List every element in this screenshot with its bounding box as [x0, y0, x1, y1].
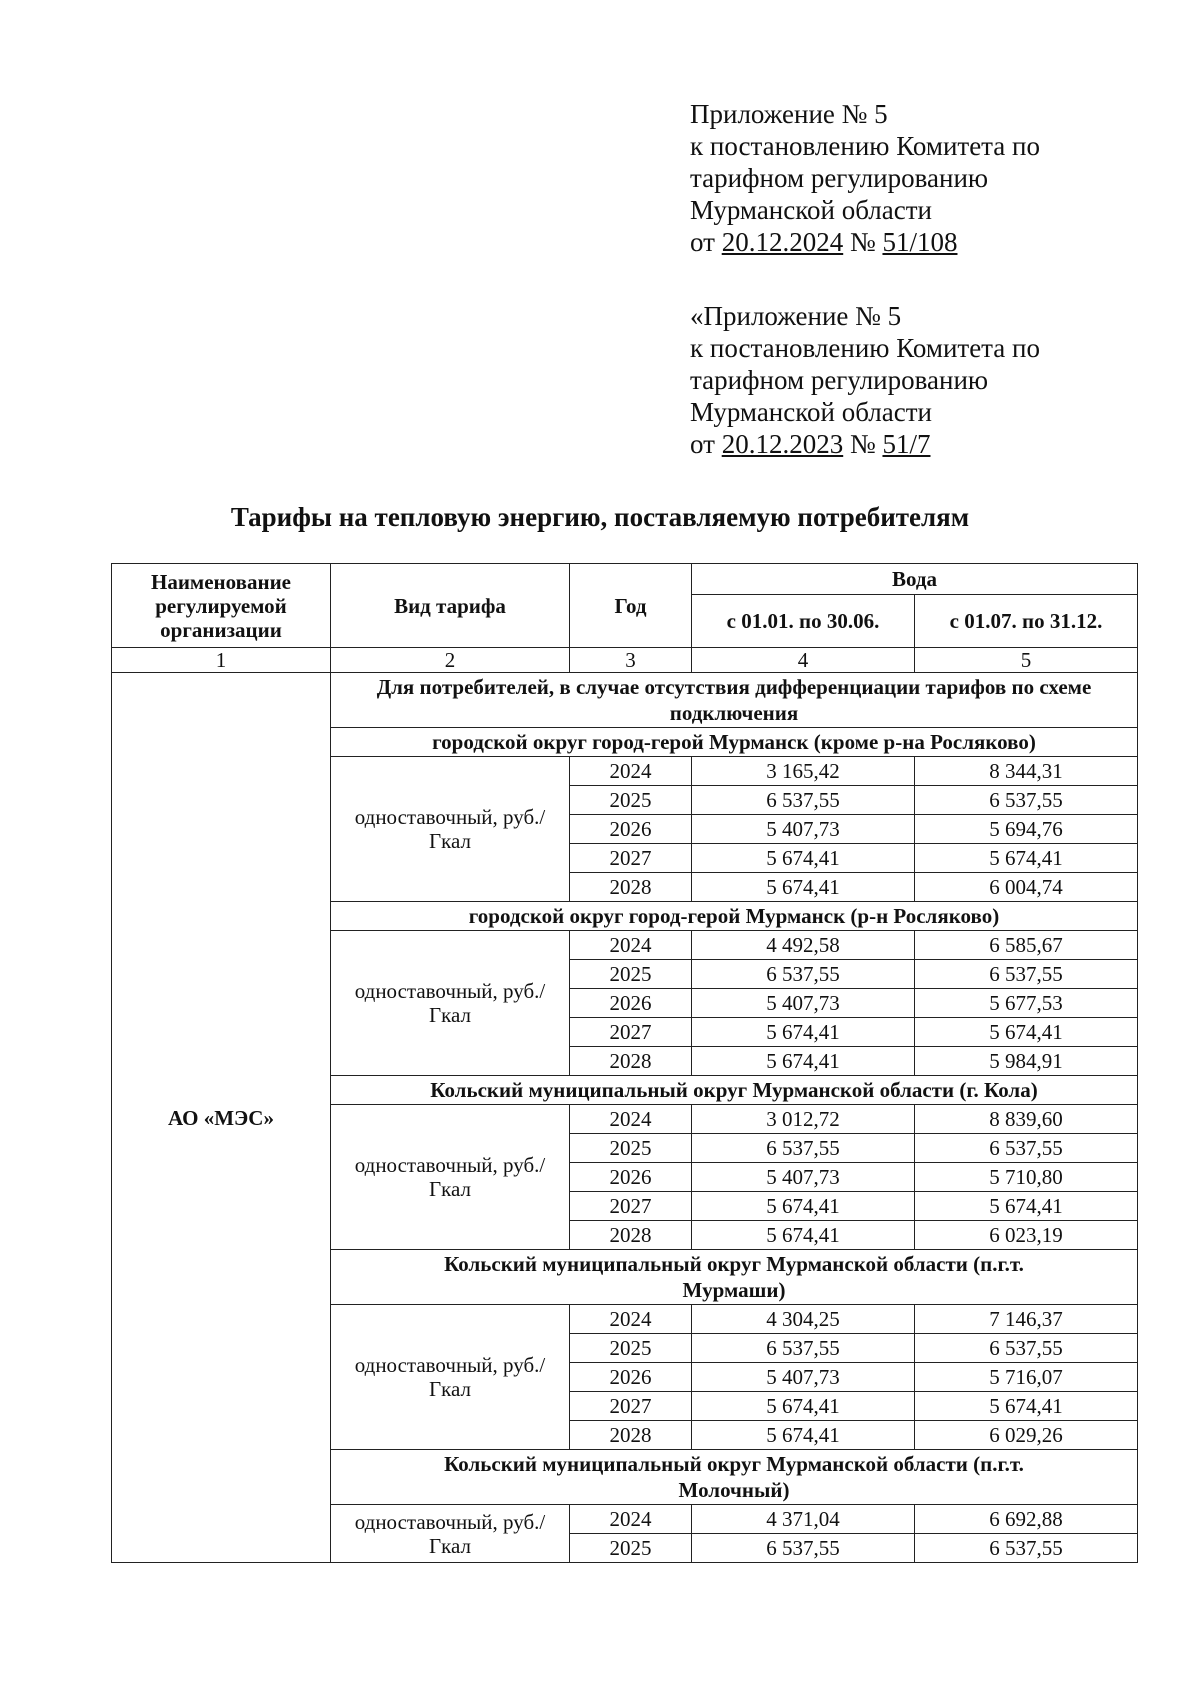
tariff-period-1: 5 674,41 — [692, 1421, 915, 1450]
tariff-period-1: 6 537,55 — [692, 1134, 915, 1163]
year-cell: 2028 — [570, 1221, 692, 1250]
number-prefix: № — [843, 429, 883, 459]
tariff-period-2: 5 674,41 — [915, 1018, 1138, 1047]
year-cell: 2026 — [570, 1163, 692, 1192]
organization-name: АО «МЭС» — [112, 673, 331, 1563]
year-cell: 2025 — [570, 1534, 692, 1563]
date-prefix: от — [690, 429, 722, 459]
tariff-period-1: 5 407,73 — [692, 1163, 915, 1192]
tariff-period-2: 8 839,60 — [915, 1105, 1138, 1134]
year-cell: 2024 — [570, 1105, 692, 1134]
appendix-line: тарифном регулированию — [690, 365, 989, 395]
column-number: 5 — [915, 648, 1138, 673]
appendix-previous — [690, 300, 1040, 460]
tariff-period-2: 6 537,55 — [915, 960, 1138, 989]
tariff-period-1: 4 371,04 — [692, 1505, 915, 1534]
column-number: 4 — [692, 648, 915, 673]
tariff-period-2: 6 537,55 — [915, 1134, 1138, 1163]
year-cell: 2024 — [570, 931, 692, 960]
tariff-period-1: 5 407,73 — [692, 989, 915, 1018]
year-cell: 2024 — [570, 1505, 692, 1534]
appendix-current — [690, 98, 1040, 258]
section-title: городской округ город-герой Мурманск (кроме р-на Росляково) — [331, 728, 1138, 757]
resolution-number: 51/108 — [882, 227, 958, 257]
appendix-line: тарифном регулированию — [690, 163, 989, 193]
tariff-period-1: 5 407,73 — [692, 815, 915, 844]
tariff-period-1: 4 304,25 — [692, 1305, 915, 1334]
header-tariff-type: Вид тарифа — [331, 564, 570, 648]
tariff-type: одноставочный, руб./Гкал — [331, 1105, 570, 1250]
tariff-period-1: 5 674,41 — [692, 1018, 915, 1047]
tariff-table — [111, 563, 1138, 1563]
tariff-period-2: 5 710,80 — [915, 1163, 1138, 1192]
year-cell: 2024 — [570, 757, 692, 786]
tariff-period-2: 8 344,31 — [915, 757, 1138, 786]
tariff-type: одноставочный, руб./Гкал — [331, 931, 570, 1076]
appendix-line: к постановлению Комитета по — [690, 333, 1040, 363]
year-cell: 2028 — [570, 1421, 692, 1450]
document-title: Тарифы на тепловую энергию, поставляемую потребителям — [230, 502, 970, 532]
section-title: городской округ город-герой Мурманск (р-н Росляково) — [331, 902, 1138, 931]
appendix-line: Мурманской области — [690, 195, 932, 225]
tariff-period-1: 5 674,41 — [692, 1047, 915, 1076]
year-cell: 2027 — [570, 1392, 692, 1421]
tariff-period-2: 5 694,76 — [915, 815, 1138, 844]
tariff-period-1: 4 492,58 — [692, 931, 915, 960]
column-number: 1 — [112, 648, 331, 673]
consumer-note: Для потребителей, в случае отсутствия дифференциации тарифов по схеме подключения — [331, 673, 1138, 728]
appendix-line: к постановлению Комитета по — [690, 131, 1040, 161]
tariff-period-1: 6 537,55 — [692, 786, 915, 815]
appendix-line: Приложение № 5 — [690, 99, 888, 129]
tariff-period-2: 6 029,26 — [915, 1421, 1138, 1450]
tariff-period-2: 5 674,41 — [915, 844, 1138, 873]
year-cell: 2025 — [570, 1134, 692, 1163]
tariff-period-1: 6 537,55 — [692, 960, 915, 989]
year-cell: 2025 — [570, 960, 692, 989]
tariff-period-2: 5 716,07 — [915, 1363, 1138, 1392]
year-cell: 2028 — [570, 873, 692, 902]
tariff-period-1: 5 674,41 — [692, 873, 915, 902]
header-period-2: с 01.07. по 31.12. — [915, 595, 1138, 648]
year-cell: 2027 — [570, 844, 692, 873]
resolution-number: 51/7 — [882, 429, 931, 459]
tariff-period-1: 5 674,41 — [692, 844, 915, 873]
resolution-date: 20.12.2023 — [721, 429, 844, 459]
tariff-period-2: 6 023,19 — [915, 1221, 1138, 1250]
tariff-period-1: 3 165,42 — [692, 757, 915, 786]
tariff-period-2: 5 984,91 — [915, 1047, 1138, 1076]
section-title: Кольский муниципальный округ Мурманской области (г. Кола) — [331, 1076, 1138, 1105]
tariff-period-2: 6 692,88 — [915, 1505, 1138, 1534]
tariff-period-1: 6 537,55 — [692, 1534, 915, 1563]
year-cell: 2026 — [570, 815, 692, 844]
tariff-period-2: 6 537,55 — [915, 1334, 1138, 1363]
header-period-1: с 01.01. по 30.06. — [692, 595, 915, 648]
tariff-period-1: 5 674,41 — [692, 1192, 915, 1221]
year-cell: 2026 — [570, 989, 692, 1018]
year-cell: 2024 — [570, 1305, 692, 1334]
tariff-table-body — [112, 673, 1138, 1563]
header-water: Вода — [692, 564, 1138, 595]
header-org: Наименование регулируемой организации — [112, 564, 331, 648]
section-title: Кольский муниципальный округ Мурманской области (п.г.т. Молочный) — [331, 1450, 1138, 1505]
tariff-period-1: 5 674,41 — [692, 1221, 915, 1250]
appendix-line: Мурманской области — [690, 397, 932, 427]
year-cell: 2025 — [570, 1334, 692, 1363]
appendix-line: «Приложение № 5 — [690, 301, 902, 331]
tariff-period-2: 7 146,37 — [915, 1305, 1138, 1334]
tariff-period-1: 5 407,73 — [692, 1363, 915, 1392]
tariff-period-2: 5 674,41 — [915, 1192, 1138, 1221]
section-title: Кольский муниципальный округ Мурманской области (п.г.т. Мурмаши) — [331, 1250, 1138, 1305]
column-number: 3 — [570, 648, 692, 673]
tariff-period-1: 6 537,55 — [692, 1334, 915, 1363]
tariff-period-1: 3 012,72 — [692, 1105, 915, 1134]
year-cell: 2026 — [570, 1363, 692, 1392]
year-cell: 2025 — [570, 786, 692, 815]
tariff-type: одноставочный, руб./Гкал — [331, 1305, 570, 1450]
tariff-type: одноставочный, руб./Гкал — [331, 1505, 570, 1563]
column-number: 2 — [331, 648, 570, 673]
tariff-period-2: 5 674,41 — [915, 1392, 1138, 1421]
tariff-period-2: 6 537,55 — [915, 1534, 1138, 1563]
consumer-note-row — [112, 673, 1138, 728]
header-year: Год — [570, 564, 692, 648]
tariff-period-2: 5 677,53 — [915, 989, 1138, 1018]
tariff-period-2: 6 585,67 — [915, 931, 1138, 960]
date-prefix: от — [690, 227, 722, 257]
year-cell: 2027 — [570, 1192, 692, 1221]
year-cell: 2027 — [570, 1018, 692, 1047]
resolution-date: 20.12.2024 — [721, 227, 844, 257]
tariff-period-2: 6 537,55 — [915, 786, 1138, 815]
number-prefix: № — [843, 227, 883, 257]
appendix-date-line — [690, 226, 1040, 258]
tariff-period-1: 5 674,41 — [692, 1392, 915, 1421]
tariff-type: одноставочный, руб./Гкал — [331, 757, 570, 902]
year-cell: 2028 — [570, 1047, 692, 1076]
appendix-date-line — [690, 428, 1040, 460]
tariff-period-2: 6 004,74 — [915, 873, 1138, 902]
